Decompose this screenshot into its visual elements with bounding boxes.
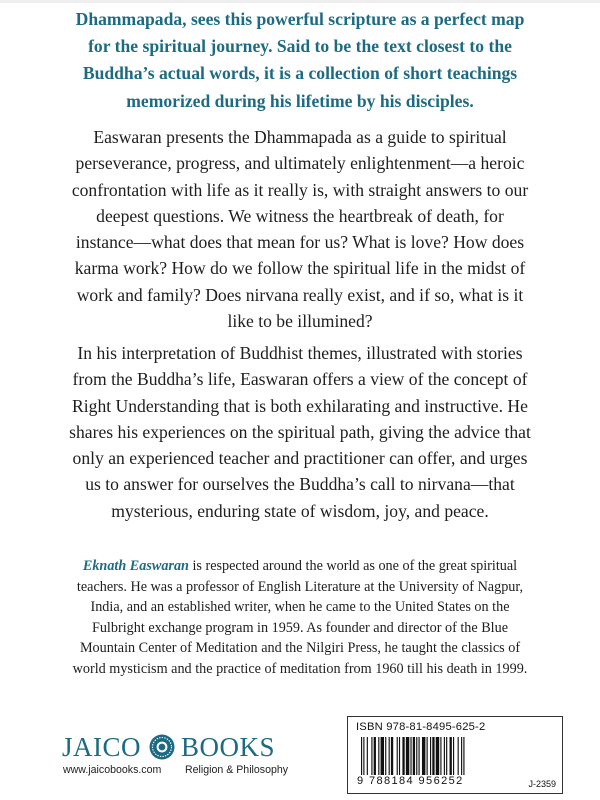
barcode-image <box>361 737 501 775</box>
barcode-bar <box>399 737 400 775</box>
isbn-label: ISBN 978-81-8495-625-2 <box>356 721 486 733</box>
publisher-name-left: JAICO <box>62 731 142 762</box>
barcode-bar <box>436 737 439 775</box>
paragraph-line: deepest questions. We witness the heartbreak of death, for <box>96 205 504 226</box>
barcode-bar <box>374 737 376 775</box>
barcode-bar <box>430 737 431 775</box>
author-name: Eknath Easwaran <box>82 558 189 574</box>
barcode-bar <box>463 737 464 775</box>
blurb-text <box>40 6 560 115</box>
paragraph-line: Easwaran presents the Dhammapada as a guide to spiritual <box>93 127 507 147</box>
blurb-line: memorized during his lifetime by his disciples. <box>126 90 474 111</box>
barcode-bar <box>416 737 417 775</box>
barcode-bar <box>422 737 425 775</box>
paragraph-line: work and family? Does nirvana really exist, and if so, what is it <box>76 284 524 305</box>
barcode-bar <box>410 737 411 775</box>
barcode-bar <box>413 737 415 775</box>
publisher-logo <box>62 730 275 764</box>
paragraph-line: from the Buddha’s life, Easwaran offers a view of the concept of <box>72 369 528 390</box>
paragraph-line: shares his experiences on the spiritual path, giving the advice that <box>69 421 531 442</box>
barcode-bar <box>367 737 368 775</box>
barcode-bar <box>363 737 364 775</box>
paragraph-line: instance—what does that mean for us? What is love? How does <box>75 232 525 253</box>
bio-line: Fulbright exchange program in 1959. As founder and director of the Blue <box>91 619 509 636</box>
barcode-bar <box>361 737 362 775</box>
barcode-digits: 9 788184 956252 <box>357 775 464 787</box>
barcode-bar <box>440 737 441 775</box>
paragraph-line: perseverance, progress, and ultimately enlightenment—a heroic <box>75 153 525 174</box>
top-edge <box>0 0 600 3</box>
bio-line <box>40 556 560 577</box>
description-paragraph-2 <box>34 340 566 524</box>
barcode-bar <box>397 737 398 775</box>
barcode-bar <box>371 737 372 775</box>
barcode-bar <box>450 737 452 775</box>
barcode-bar <box>402 737 404 775</box>
paragraph-line: confrontation with life as it really is, with straight answers to our <box>71 179 529 200</box>
publisher-url: www.jaicobooks.com <box>63 764 162 776</box>
bio-line: teachers. He was a professor of English Literature at the University of Nagpur, <box>76 578 524 595</box>
paragraph-line: only an experienced teacher and practitioner can offer, and urges <box>72 448 528 469</box>
bio-line: Mountain Center of Meditation and the Nilgiri Press, he taught the classics of <box>79 640 521 657</box>
barcode-bar <box>378 737 379 775</box>
barcode-bar <box>381 737 384 775</box>
barcode-bar <box>389 737 390 775</box>
paragraph-line: like to be illumined? <box>227 311 373 332</box>
book-code: J-2359 <box>528 779 556 789</box>
publisher-name-right: BOOKS <box>181 731 276 762</box>
bio-line: world mysticism and the practice of meditation from 1960 till his death in 1999. <box>72 660 528 677</box>
barcode-bar <box>446 737 447 775</box>
paragraph-line: karma work? How do we follow the spiritual life in the midst of <box>74 258 526 279</box>
barcode-bar <box>453 737 454 775</box>
blurb-line: Buddha’s actual words, it is a collection of short teachings <box>82 63 518 84</box>
bio-line-text: is respected around the world as one of the great spiritual <box>188 558 518 574</box>
barcode-bar <box>419 737 420 775</box>
paragraph-line: us to answer for ourselves the Buddha’s call to nirvana—that <box>85 474 515 495</box>
sun-emblem-icon <box>149 734 175 760</box>
description-paragraph-1 <box>34 124 566 334</box>
barcode-bar <box>406 737 409 775</box>
barcode-bar <box>432 737 434 775</box>
barcode-bar <box>391 737 393 775</box>
author-bio <box>40 556 560 680</box>
barcode-bar <box>444 737 445 775</box>
bio-line: India, and an established writer, when he came to the United States on the <box>90 599 510 616</box>
blurb-line: for the spiritual journey. Said to be the text closest to the <box>88 36 512 57</box>
paragraph-line: In his interpretation of Buddhist themes, illustrated with stories <box>77 343 523 363</box>
barcode-bar <box>458 737 459 775</box>
barcode-panel <box>347 716 563 794</box>
barcode-bar <box>427 737 428 775</box>
book-category: Religion & Philosophy <box>185 764 289 776</box>
barcode-bar <box>461 737 462 775</box>
blurb-line: Dhammapada, sees this powerful scripture as a perfect map <box>75 9 525 29</box>
paragraph-line: mysterious, enduring state of wisdom, joy, and peace. <box>111 500 489 521</box>
barcode-bar <box>385 737 386 775</box>
paragraph-line: Right Understanding that is both exhilarating and instructive. He <box>72 395 528 416</box>
